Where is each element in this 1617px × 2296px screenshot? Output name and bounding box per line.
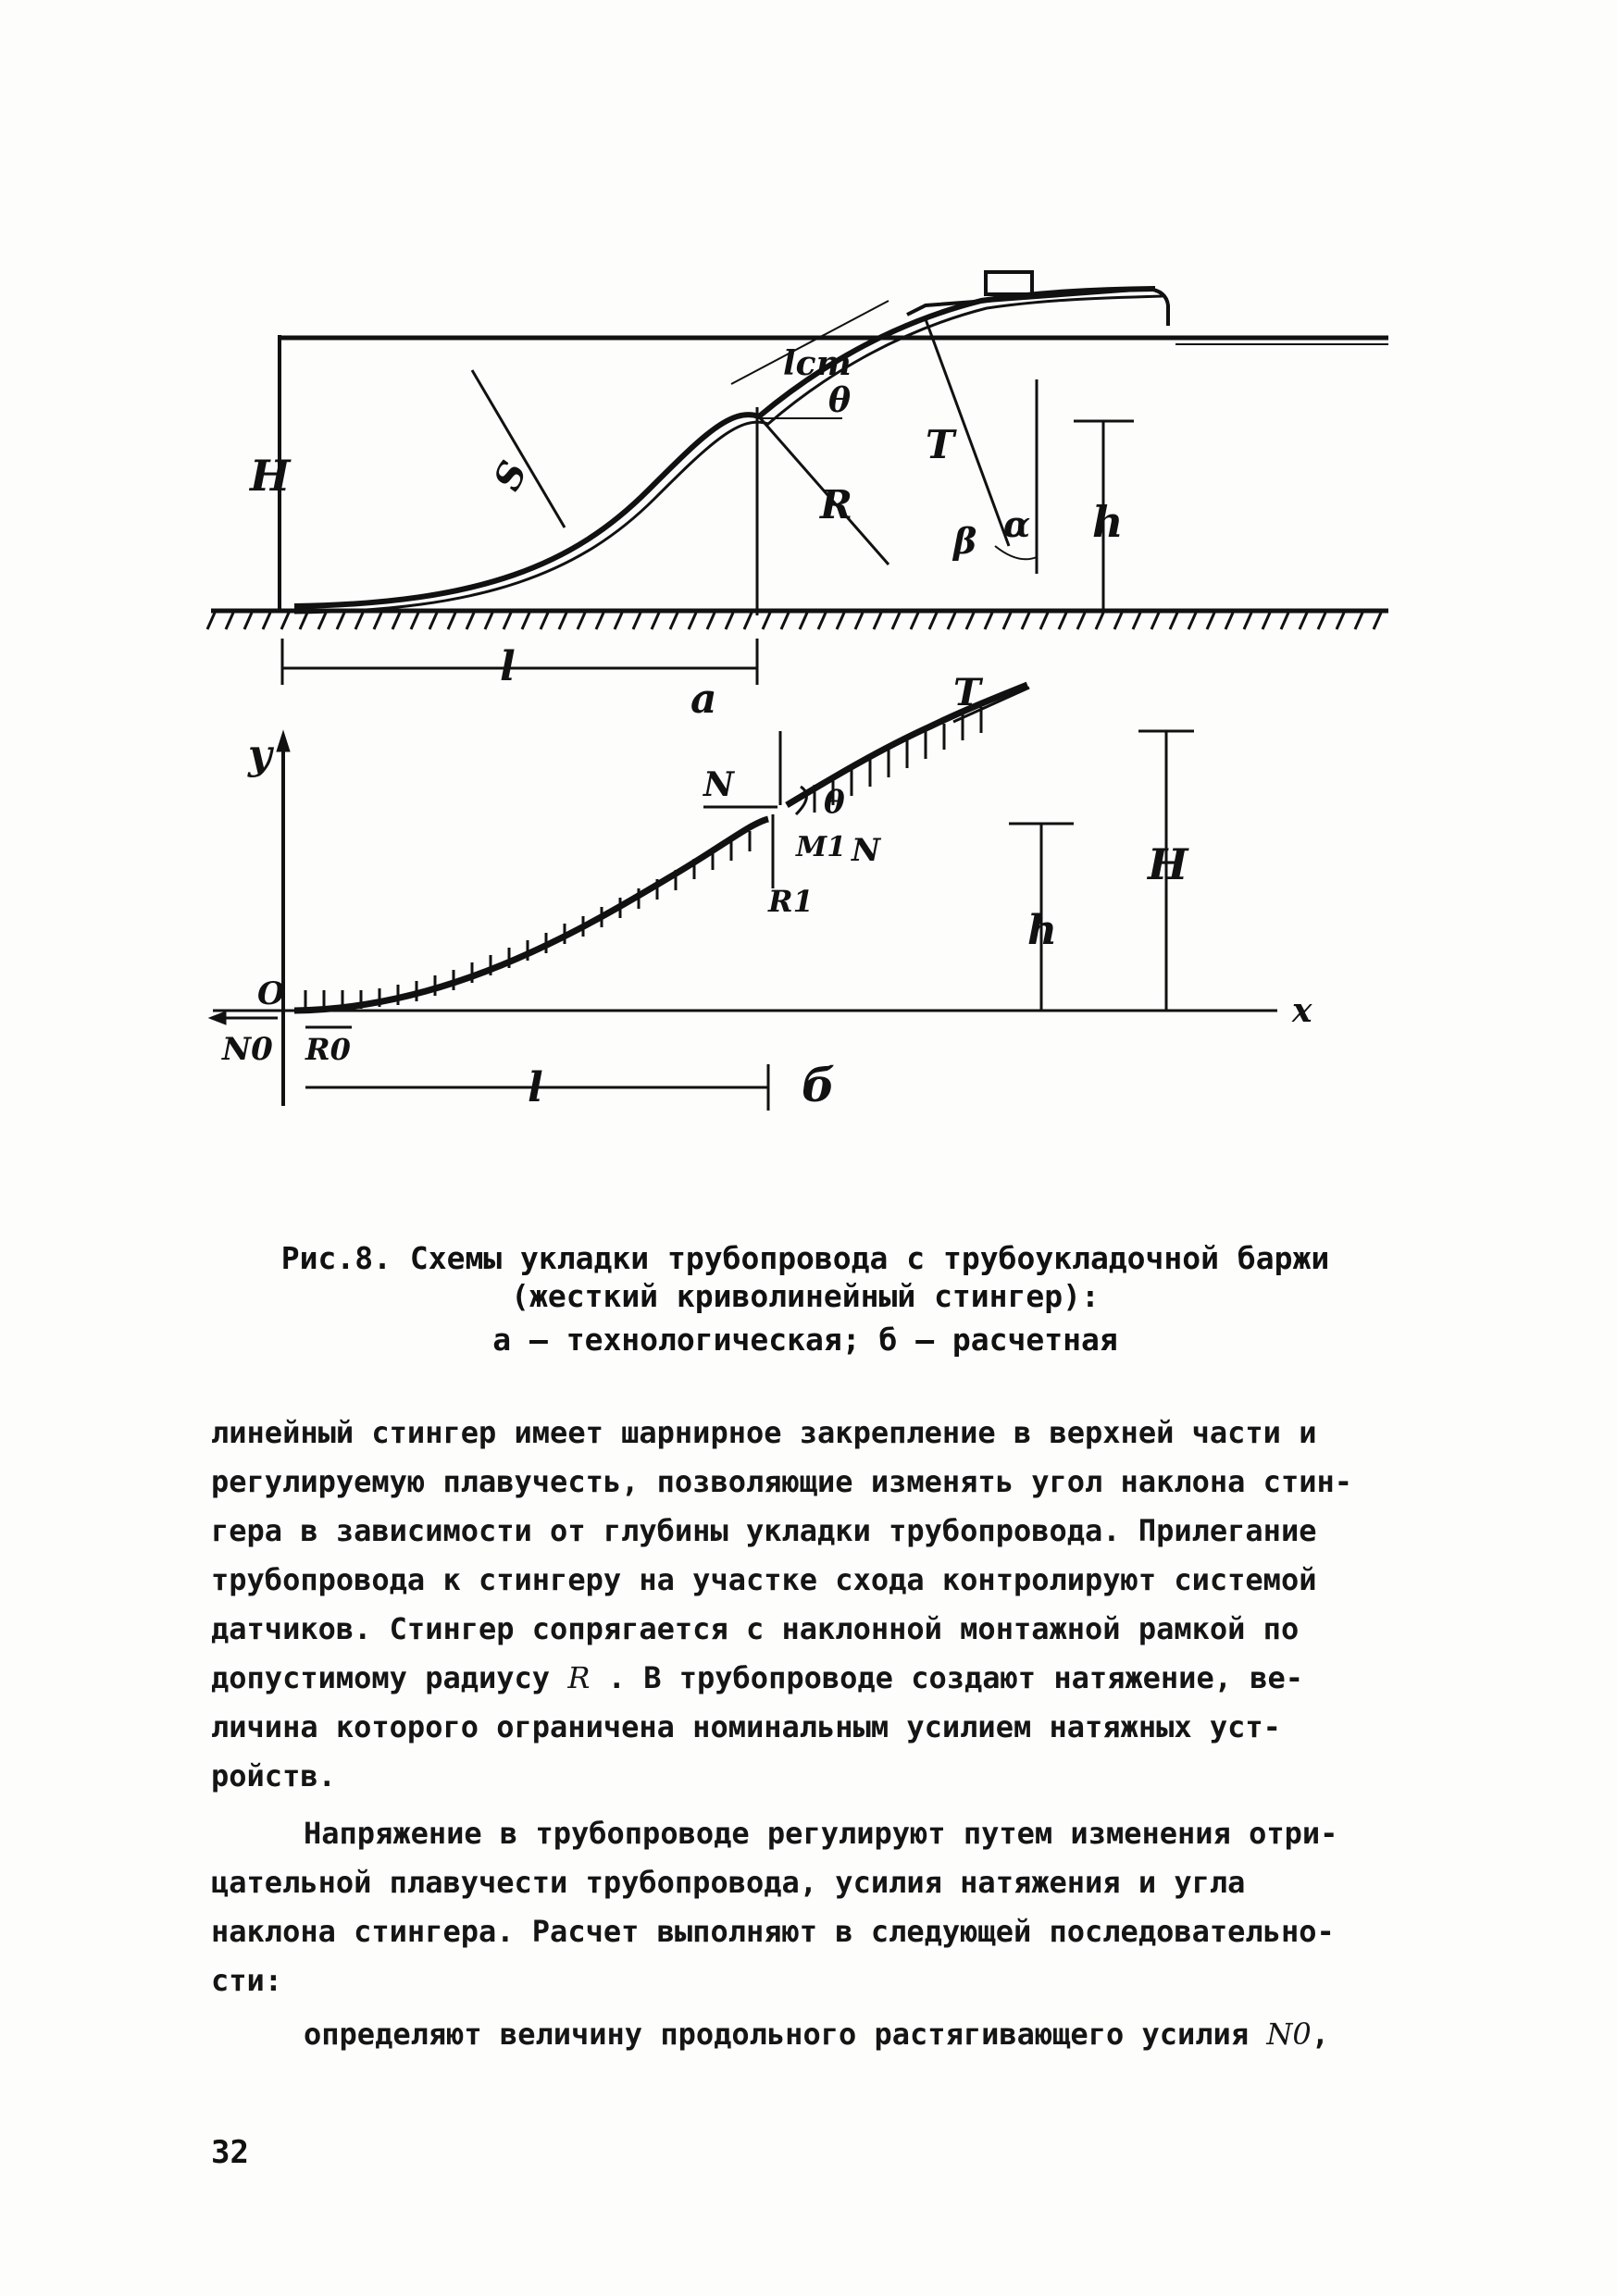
text-line: сти:	[211, 1963, 283, 1998]
label-theta-a: θ	[828, 381, 852, 420]
scheme-a	[207, 272, 1388, 685]
paragraph-1	[211, 1409, 1414, 1801]
text-line: регулируемую плавучесть, позволяющие изменять угол наклона стин-	[211, 1464, 1352, 1499]
text-line: трубопровода к стингеру на участке схода контролируют системой	[211, 1562, 1317, 1597]
figure-caption-line1: Рис.8. Схемы укладки трубопровода с трубоукладочной баржи	[280, 1240, 1330, 1276]
N0-arrow-head	[209, 1011, 226, 1024]
text-line: Напряжение в трубопроводе регулируют путем изменения отри-	[304, 1816, 1338, 1851]
label-T: T	[926, 422, 955, 467]
text-line: наклона стингера. Расчет выполняют в следующей последовательно-	[211, 1914, 1335, 1949]
text-segment: определяют величину продольного растягивающего усилия	[304, 2017, 1267, 2052]
pipeline-curve-a-inner	[294, 296, 1163, 613]
label-x: x	[1292, 991, 1312, 1030]
text-line-with-variable	[211, 2010, 1414, 2059]
text-line: датчиков. Стингер сопрягается с наклонной монтажной рамкой по	[211, 1611, 1300, 1646]
scheme-b	[209, 685, 1277, 1111]
y-axis-arrow	[277, 731, 290, 751]
label-S: S	[485, 454, 536, 498]
seabed-hatching	[207, 613, 1381, 629]
label-a: a	[690, 676, 717, 723]
text-line: ройств.	[211, 1758, 336, 1793]
label-h-b: h	[1027, 907, 1057, 954]
label-lst: lст	[783, 344, 852, 383]
scheme-b-labels	[221, 671, 1312, 1112]
label-l-a: l	[500, 643, 516, 690]
figure-caption-line2: (жесткий криволинейный стингер):	[511, 1278, 1100, 1314]
page-number: 32	[211, 2134, 249, 2171]
label-R1: R1	[768, 884, 814, 919]
label-T-b: T	[953, 671, 981, 714]
label-R0: R0	[305, 1032, 351, 1067]
label-N-b2: N	[852, 832, 881, 869]
barge-crane	[986, 272, 1032, 294]
label-y: y	[248, 731, 272, 778]
alpha-arc	[995, 546, 1037, 559]
label-theta-b: θ	[824, 784, 845, 821]
text-segment: ,	[1311, 2017, 1329, 2052]
pipeline-curve-b	[294, 819, 768, 1011]
label-O: O	[257, 975, 285, 1012]
label-H-b: H	[1148, 839, 1188, 889]
figure-caption-line3: а – технологическая; б – расчетная	[492, 1322, 1118, 1358]
scheme-a-labels	[248, 344, 1123, 723]
text-segment: допустимому радиусу	[211, 1660, 568, 1695]
text-line: гера в зависимости от глубины укладки трубопровода. Прилегание	[211, 1513, 1317, 1548]
variable-R: R	[567, 1660, 591, 1695]
label-R: R	[820, 482, 852, 527]
text-line: личина которого ограничена номинальным усилием натяжных уст-	[211, 1709, 1281, 1744]
radius-line-S	[472, 370, 565, 527]
paragraph-2	[211, 1809, 1414, 2005]
label-H-a: H	[250, 451, 291, 501]
label-N-b: N	[703, 765, 734, 804]
label-N0: N0	[222, 1031, 273, 1068]
label-alpha: α	[1003, 503, 1031, 545]
label-h-a: h	[1092, 497, 1124, 547]
label-beta: β	[953, 520, 977, 562]
paragraph-3	[211, 2010, 1414, 2059]
text-line-with-variable	[211, 1654, 1414, 1703]
text-line: линейный стингер имеет шарнирное закрепление в верхней части и	[211, 1415, 1317, 1450]
label-M1: M1	[796, 831, 847, 863]
variable-N0: N0	[1266, 2017, 1312, 2052]
text-segment: . В трубопроводе создают натяжение, ве-	[590, 1660, 1304, 1695]
label-b: б	[802, 1058, 836, 1112]
text-line: цательной плавучести трубопровода, усилия натяжения и угла	[211, 1865, 1246, 1900]
label-l-b: l	[528, 1064, 543, 1111]
